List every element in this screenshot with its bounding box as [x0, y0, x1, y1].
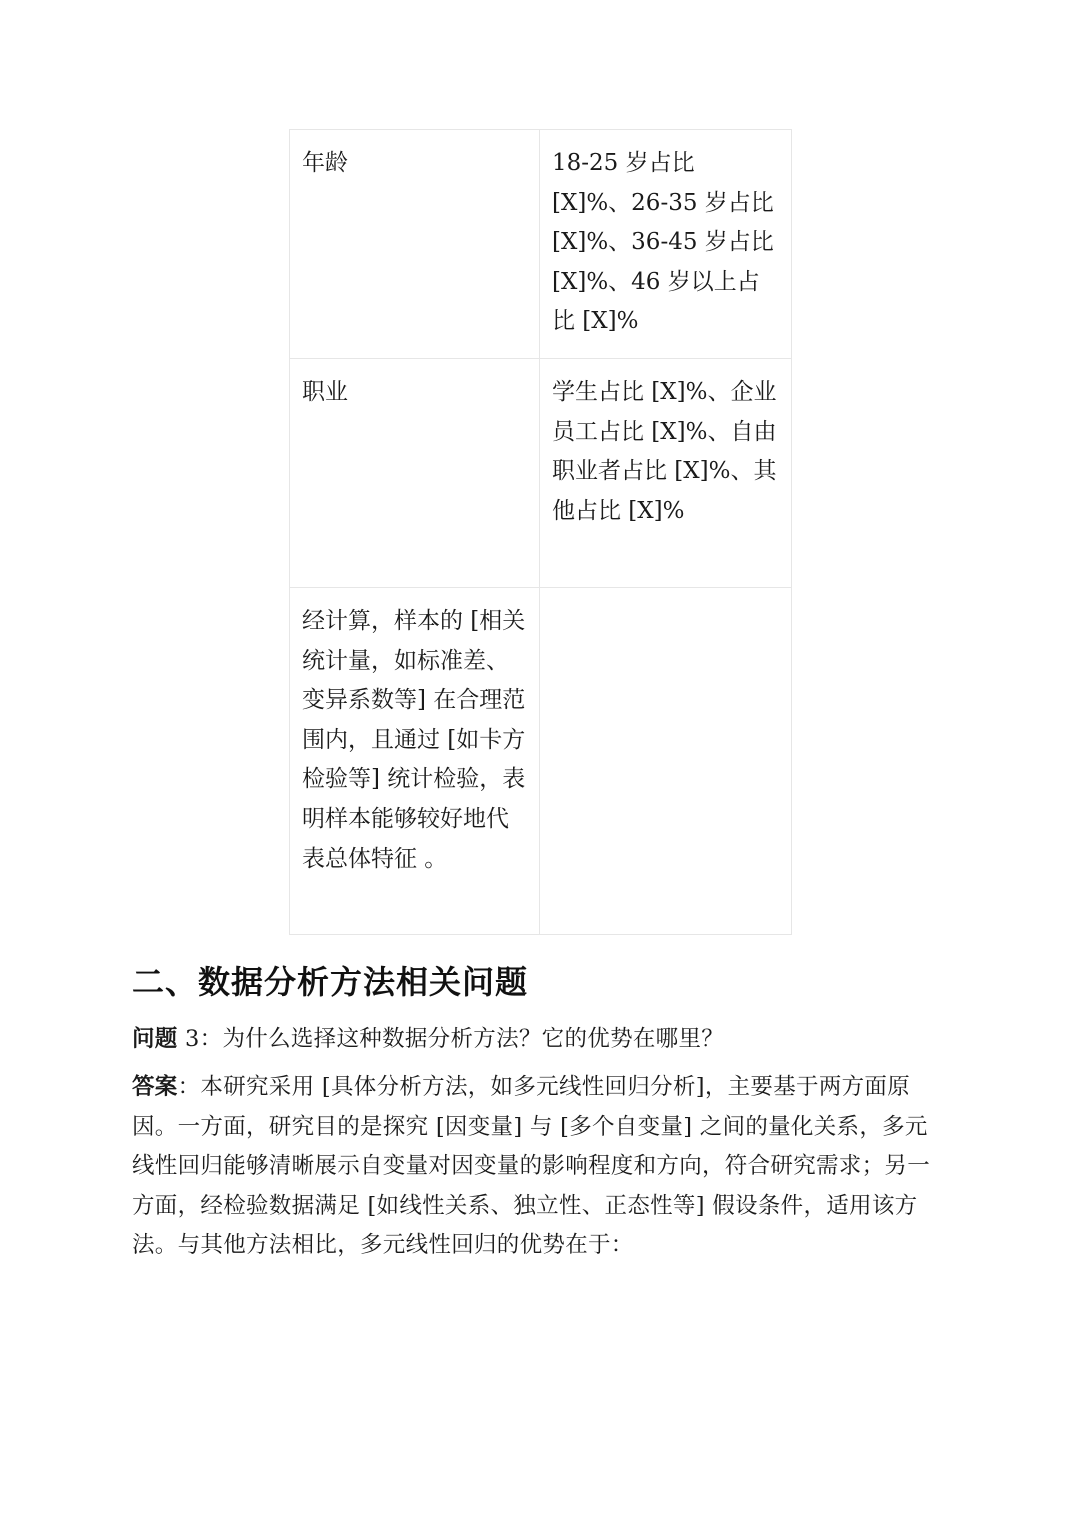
sample-characteristics-table	[289, 129, 792, 935]
table-row-representativeness	[290, 588, 792, 935]
answer-paragraph	[132, 1068, 950, 1266]
table-row-occupation	[290, 359, 792, 588]
row-value-age-distribution: 18-25 岁占比 [X]%、26-35 岁占比 [X]%、36-45 岁占比 [X]%、46 岁以上占比 [X]%	[540, 130, 792, 359]
answer-text: ：本研究采用 [具体分析方法，如多元线性回归分析]，主要基于两方面原因。一方面，研究目的是探究 [因变量] 与 [多个自变量] 之间的量化关系，多元线性回归能够清晰展示自变量对因变量的影响程度和方向，符合研究需求；另一方面，经检验数据满足 [如线性关系、独立性、正态性等] 假设条件，适用该方法。与其他方法相比，多元线性回归的优势在于：	[132, 1074, 931, 1258]
answer-label: 答案	[132, 1074, 178, 1100]
table-row-age	[290, 130, 792, 359]
empty-cell	[540, 588, 792, 935]
row-label-age: 年龄	[290, 130, 540, 359]
question-paragraph	[132, 1020, 950, 1060]
row-value-occupation-distribution: 学生占比 [X]%、企业员工占比 [X]%、自由职业者占比 [X]%、其他占比 [X]%	[540, 359, 792, 588]
question-label: 问题	[132, 1026, 178, 1052]
question-text: 3：为什么选择这种数据分析方法？它的优势在哪里？	[177, 1026, 725, 1052]
row-label-occupation: 职业	[290, 359, 540, 588]
representativeness-note: 经计算，样本的 [相关统计量，如标准差、变异系数等] 在合理范围内，且通过 [如卡方检验等] 统计检验，表明样本能够较好地代表总体特征 。	[290, 588, 540, 935]
section-heading: 二、数据分析方法相关问题	[132, 963, 529, 1001]
